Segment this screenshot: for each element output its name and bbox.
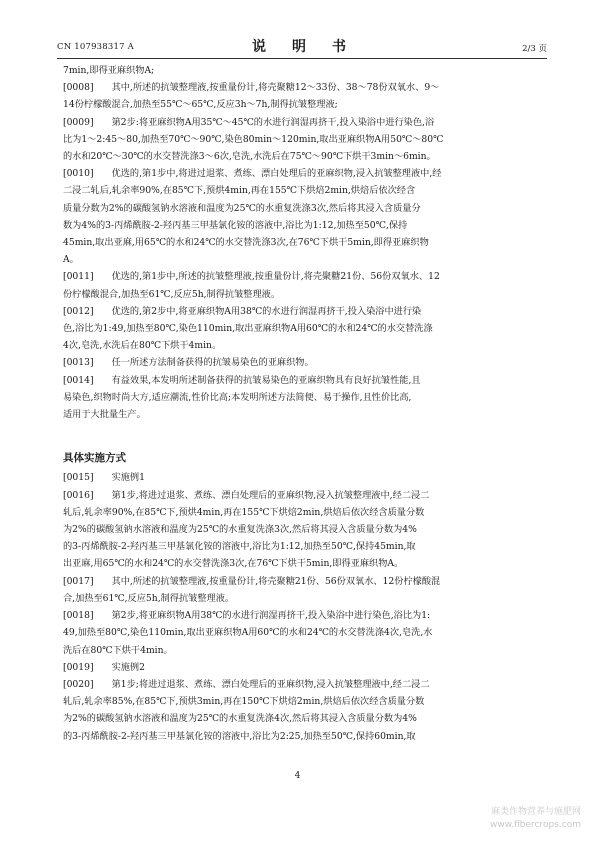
- paragraph-text: 易染色,织物时尚大方,适应潮流,性价比高;本发明所述方法简便、易于操作,且性价比高,: [63, 391, 412, 403]
- paragraph-text: 优选的,第2步中,将亚麻织物A用38℃的水进行润湿再挤干,投入染浴中进行染: [111, 305, 422, 317]
- paragraph-text: 质量分数为2%的碳酸氢钠水溶液和温度为25℃的水重复洗涤3次,然后将其浸入含质量分: [63, 202, 421, 214]
- paragraph-text: 优选的,第1步中,将进过退浆、煮练、漂白处理后的亚麻织物,浸入抗皱整理液中,经: [111, 168, 442, 180]
- paragraph-text: 14份柠檬酸混合,加热至55℃～65℃,反应3h～7h,制得抗皱整理液;: [63, 99, 338, 111]
- paragraph-line: [63, 182, 543, 199]
- paragraph-text: 轧后,轧余率90%,在85℃下,预烘4min,再在155℃下烘焙2min,烘焙后依次经含质量分数: [63, 506, 425, 518]
- document-body: [63, 62, 543, 745]
- paragraph-group-summary: [63, 79, 543, 423]
- paragraph-line: [63, 96, 543, 113]
- paragraph-text: 的3-丙烯酰胺-2-羟丙基三甲基氯化铵的溶液中,浴比为2:25,加热至50℃,保持60min,取: [63, 730, 416, 742]
- paragraph-line: [63, 624, 543, 641]
- paragraph-group-examples: [63, 469, 543, 744]
- paragraph-number: [0018]: [63, 610, 94, 622]
- continued-line: 7min,即得亚麻织物A;: [63, 65, 155, 76]
- paragraph-text: 第1步,将进过退浆、煮练、漂白处理后的亚麻织物,浸入抗皱整理液中,经二浸二: [111, 489, 430, 501]
- paragraph-line: [63, 728, 543, 745]
- paragraph-text: 洗后在80℃下烘干4min。: [63, 644, 173, 656]
- paragraph-text: 份柠檬酸混合,加热至61℃,反应5h,制得抗皱整理液。: [63, 288, 281, 300]
- paragraph-line: [63, 286, 543, 303]
- paragraph-text: 的水和20℃～30℃的水交替洗涤3～6次,皂洗,水洗后在75℃～90℃下烘干3min～6min。: [63, 151, 436, 163]
- paragraph-line: [63, 303, 543, 320]
- paragraph-line: [63, 573, 543, 590]
- paragraph-number: [0013]: [63, 357, 94, 369]
- paragraph-line: [63, 590, 543, 607]
- paragraph-number: [0009]: [63, 116, 94, 128]
- paragraph-number: [0014]: [63, 374, 94, 386]
- paragraph-text: 二浸二轧后,轧余率90%,在85℃下,预烘4min,再在155℃下烘焙2min,烘焙后依次经含: [63, 185, 416, 197]
- paragraph-line: [63, 676, 543, 693]
- paragraph-text: 轧后,轧余率85%,在85℃下,预烘3min,再在150℃下烘焙2min,烘焙后依次经含质量分数: [63, 696, 425, 708]
- paragraph-number: [0011]: [63, 271, 94, 283]
- paragraph-line: [63, 555, 543, 572]
- paragraph-line: [63, 79, 543, 96]
- paragraph-text: 为2%的碳酸氢钠水溶液和温度为25℃的水重复洗涤4次,然后将其浸入含质量分数为4%: [63, 713, 417, 725]
- paragraph-line: [63, 521, 543, 538]
- page-header: [57, 36, 547, 56]
- paragraph-line: [63, 251, 543, 268]
- paragraph-line: [63, 607, 543, 624]
- paragraph-line: [63, 234, 543, 251]
- paragraph-text: 的3-丙烯酰胺-2-羟丙基三甲基氯化铵的溶液中,浴比为1:12,加热至50℃,保持45min,取: [63, 541, 416, 553]
- paragraph-text: 第2步,将亚麻织物A用38℃的水进行润湿再挤干,投入染浴中进行染色,浴比为1:: [111, 610, 431, 622]
- paragraph-text: 其中,所述的抗皱整理液,按重量份计,将壳聚糖12～33份、38～78份双氧水、9～: [111, 82, 440, 94]
- paragraph-line: [63, 372, 543, 389]
- paragraph-text: 色,浴比为1:49,加热至80℃,染色110min,取出亚麻织物A用60℃的水和24℃的水交替洗涤: [63, 323, 433, 335]
- paragraph-text: 其中,所述的抗皱整理液,按重量份计,将壳聚糖21份、56份双氧水、12份柠檬酸混: [111, 575, 441, 587]
- paragraph-line: [63, 487, 543, 504]
- page-index: 2/3 页: [522, 44, 547, 54]
- paragraph-text: 为2%的碳酸氢钠水溶液和温度为25℃的水重复洗涤3次,然后将其浸入含质量分数为4%: [63, 524, 417, 536]
- paragraph-number: [0017]: [63, 575, 94, 587]
- paragraph-line: [63, 320, 543, 337]
- paragraph-line: [63, 406, 543, 423]
- paragraph-line: [63, 200, 543, 217]
- paragraph-text: 出亚麻,用65℃的水和24℃的水交替洗涤3次,在76℃下烘干5min,即得亚麻织物A。: [63, 558, 404, 570]
- paragraph-number: [0012]: [63, 305, 94, 317]
- section-title: 具体实施方式: [63, 452, 126, 465]
- header-divider: [57, 58, 547, 59]
- paragraph-number: [0020]: [63, 678, 94, 690]
- paragraph-number: [0016]: [63, 489, 94, 501]
- paragraph-text: 比为1～2:45～80,加热至70℃～90℃,染色80min～120min,取出亚麻织物A用50℃～80℃: [63, 133, 444, 145]
- paragraph-line: [63, 504, 543, 521]
- paragraph-line: [63, 389, 543, 406]
- paragraph-line: [63, 469, 543, 486]
- paragraph-line: [63, 114, 543, 131]
- paragraph-text: 实施例2: [111, 661, 145, 673]
- paragraph-text: 合,加热至61℃,反应5h,制得抗皱整理液。: [63, 592, 235, 604]
- paragraph-line: [63, 165, 543, 182]
- paragraph-line: [63, 538, 543, 555]
- paragraph-text: 第1步;将进过退浆、煮练、漂白处理后的亚麻织物,浸入抗皱整理液中,经二浸二: [111, 678, 430, 690]
- watermark-line-1: 麻类作物营养与施肥网: [490, 807, 581, 817]
- paragraph-text: 45min,取出亚麻,用65℃的水和24℃的水交替洗涤3次,在76℃下烘干5min,即得亚麻织物: [63, 237, 429, 249]
- watermark-line-2: www.fibercrops.com: [490, 820, 581, 830]
- watermark: [490, 806, 581, 832]
- paragraph-text: 数为4%的3-丙烯酰胺-2-羟丙基三甲基氯化铵的溶液中,浴比为1:12,加热至50℃,保持: [63, 219, 408, 231]
- document-number: CN 107938317 A: [57, 42, 134, 52]
- paragraph-text: A。: [63, 254, 79, 266]
- paragraph-text: 有益效果,本发明所述制备获得的抗皱易染色的亚麻织物具有良好抗皱性能,且: [111, 374, 421, 386]
- paragraph-line: [63, 337, 543, 354]
- paragraph-line: [63, 693, 543, 710]
- paragraph-number: [0008]: [63, 82, 94, 94]
- paragraph-number: [0010]: [63, 168, 94, 180]
- paragraph-line: [63, 131, 543, 148]
- paragraph-line: [63, 354, 543, 371]
- paragraph-text: 49,加热至80℃,染色110min,取出亚麻织物A用60℃的水和24℃的水交替洗涤4次,皂洗,水: [63, 627, 433, 639]
- paragraph-line: [63, 710, 543, 727]
- paragraph-text: 实施例1: [111, 472, 145, 484]
- document-type-title: 说 明 书: [252, 39, 352, 55]
- paragraph-text: 任一所述方法制备获得的抗皱易染色的亚麻织物。: [111, 357, 314, 369]
- paragraph-number: [0019]: [63, 661, 94, 673]
- paragraph-line: [63, 642, 543, 659]
- paragraph-text: 第2步:将亚麻织物A用35℃～45℃的水进行润湿再挤干,投入染浴中进行染色,浴: [111, 116, 435, 128]
- paragraph-line: [63, 268, 543, 285]
- paragraph-text: 适用于大批量生产。: [63, 409, 146, 421]
- paragraph-line: [63, 659, 543, 676]
- paragraph-line: [63, 148, 543, 165]
- paragraph-text: 优选的,第1步中,所述的抗皱整理液,按重量份计,将壳聚糖21份、56份双氧水、12: [111, 271, 440, 283]
- paragraph-line: [63, 217, 543, 234]
- page-number: 4: [294, 771, 301, 781]
- paragraph-text: 4次,皂洗,水洗后在80℃下烘干4min。: [63, 340, 222, 352]
- paragraph-number: [0015]: [63, 472, 94, 484]
